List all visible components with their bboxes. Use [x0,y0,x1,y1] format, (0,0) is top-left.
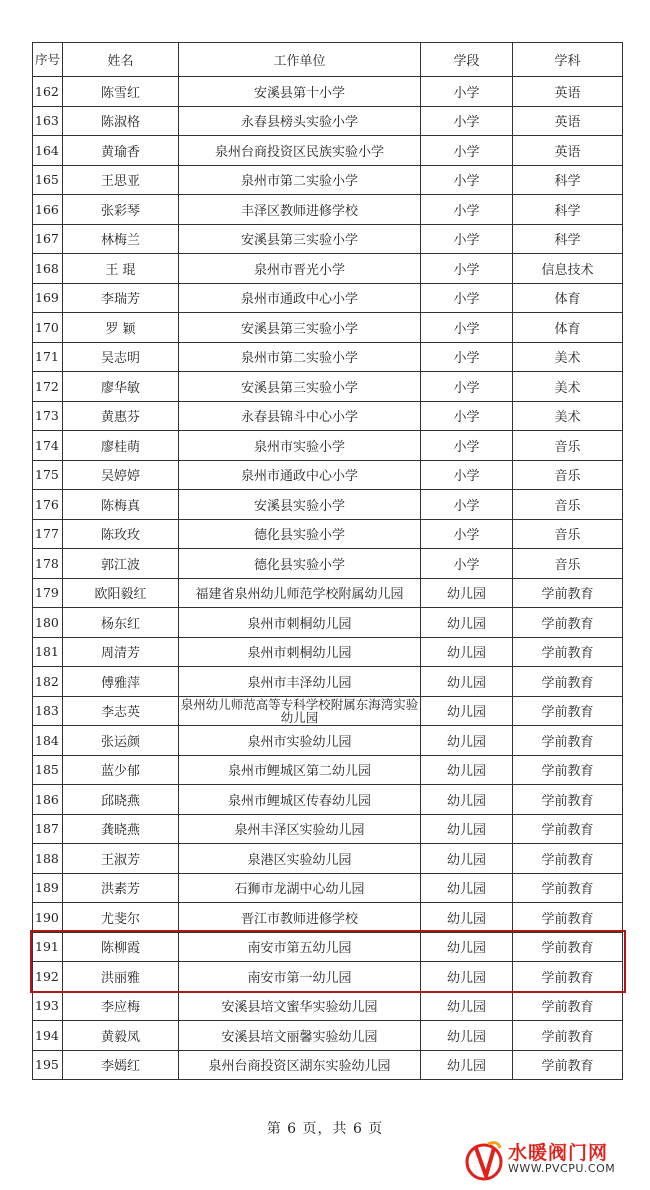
cell-unit: 泉州幼儿师范高等专科学校附属东海湾实验幼儿园 [179,696,421,726]
teacher-roster-table [32,42,623,1080]
cell-stage: 幼儿园 [421,844,513,874]
cell-subject: 学前教育 [513,991,623,1021]
cell-no: 186 [33,785,63,815]
cell-unit: 泉州市刺桐幼儿园 [179,608,421,638]
cell-stage: 小学 [421,77,513,107]
cell-no: 177 [33,519,63,549]
cell-no: 171 [33,342,63,372]
cell-subject: 学前教育 [513,637,623,667]
cell-unit: 安溪县第十小学 [179,77,421,107]
cell-name: 杨东红 [63,608,179,638]
cell-subject: 音乐 [513,431,623,461]
table-row [33,342,623,372]
cell-subject: 学前教育 [513,873,623,903]
cell-no: 178 [33,549,63,579]
table-row [33,224,623,254]
cell-stage: 幼儿园 [421,932,513,962]
cell-stage: 幼儿园 [421,755,513,785]
cell-no: 195 [33,1050,63,1080]
table-row [33,903,623,933]
cell-subject: 音乐 [513,519,623,549]
cell-subject: 音乐 [513,490,623,520]
table-row [33,165,623,195]
table-row [33,490,623,520]
cell-stage: 小学 [421,490,513,520]
table-row [33,1050,623,1080]
cell-unit: 安溪县第三实验小学 [179,313,421,343]
cell-unit: 石狮市龙湖中心幼儿园 [179,873,421,903]
cell-unit: 泉州丰泽区实验幼儿园 [179,814,421,844]
cell-no: 194 [33,1021,63,1051]
cell-no: 162 [33,77,63,107]
table-row [33,519,623,549]
cell-unit: 安溪县第三实验小学 [179,224,421,254]
table-row [33,136,623,166]
table-row [33,785,623,815]
cell-subject: 美术 [513,342,623,372]
cell-no: 168 [33,254,63,284]
cell-name: 龚晓燕 [63,814,179,844]
cell-unit: 南安市第五幼儿园 [179,932,421,962]
table-row [33,77,623,107]
cell-name: 蓝少郁 [63,755,179,785]
cell-no: 193 [33,991,63,1021]
header-stage: 学段 [421,43,513,77]
cell-stage: 小学 [421,431,513,461]
cell-unit: 晋江市教师进修学校 [179,903,421,933]
cell-unit: 永春县榜头实验小学 [179,106,421,136]
cell-subject: 信息技术 [513,254,623,284]
cell-unit: 泉州市第二实验小学 [179,165,421,195]
cell-name: 廖桂萌 [63,431,179,461]
table-row [33,726,623,756]
cell-name: 王思亚 [63,165,179,195]
page-footer: 第 6 页，共 6 页 [266,1121,384,1137]
table-row [33,283,623,313]
cell-unit: 泉州市第二实验小学 [179,342,421,372]
cell-name: 张运颜 [63,726,179,756]
cell-name: 李瑞芳 [63,283,179,313]
cell-name: 王 琨 [63,254,179,284]
table-row [33,991,623,1021]
cell-no: 187 [33,814,63,844]
table-header-row [33,43,623,77]
cell-subject: 英语 [513,77,623,107]
cell-unit: 泉州台商投资区民族实验小学 [179,136,421,166]
cell-no: 164 [33,136,63,166]
table-row [33,431,623,461]
cell-name: 陈梅真 [63,490,179,520]
table-row [33,962,623,992]
cell-stage: 幼儿园 [421,578,513,608]
cell-no: 191 [33,932,63,962]
cell-unit: 泉州台商投资区湖东实验幼儿园 [179,1050,421,1080]
cell-stage: 小学 [421,519,513,549]
cell-unit: 泉州市实验幼儿园 [179,726,421,756]
cell-no: 165 [33,165,63,195]
cell-name: 洪素芳 [63,873,179,903]
cell-subject: 美术 [513,401,623,431]
cell-subject: 学前教育 [513,785,623,815]
table-row [33,755,623,785]
watermark [462,1138,642,1182]
cell-stage: 小学 [421,372,513,402]
watermark-logo-icon [464,1138,504,1182]
cell-unit: 泉州市丰泽幼儿园 [179,667,421,697]
cell-stage: 幼儿园 [421,667,513,697]
cell-unit: 泉州市鲤城区第二幼儿园 [179,755,421,785]
cell-name: 郭江波 [63,549,179,579]
cell-no: 192 [33,962,63,992]
cell-no: 179 [33,578,63,608]
cell-subject: 学前教育 [513,903,623,933]
cell-no: 182 [33,667,63,697]
cell-subject: 学前教育 [513,578,623,608]
watermark-brand: 水暖阀门网 [508,1142,609,1164]
table-row [33,313,623,343]
table-row [33,460,623,490]
cell-name: 洪丽雅 [63,962,179,992]
cell-no: 190 [33,903,63,933]
cell-unit: 德化县实验小学 [179,549,421,579]
cell-stage: 幼儿园 [421,991,513,1021]
cell-stage: 幼儿园 [421,1021,513,1051]
cell-name: 吴婷婷 [63,460,179,490]
table-body [33,77,623,1080]
cell-stage: 幼儿园 [421,726,513,756]
cell-stage: 小学 [421,313,513,343]
cell-subject: 学前教育 [513,726,623,756]
cell-subject: 科学 [513,165,623,195]
cell-unit: 福建省泉州幼儿师范学校附属幼儿园 [179,578,421,608]
cell-subject: 科学 [513,195,623,225]
cell-subject: 学前教育 [513,1050,623,1080]
cell-subject: 学前教育 [513,962,623,992]
cell-unit: 德化县实验小学 [179,519,421,549]
cell-unit: 泉州市通政中心小学 [179,460,421,490]
cell-subject: 学前教育 [513,844,623,874]
cell-name: 周清芳 [63,637,179,667]
cell-stage: 幼儿园 [421,696,513,726]
cell-name: 李志英 [63,696,179,726]
table-row [33,578,623,608]
table-row [33,195,623,225]
cell-unit: 泉州市实验小学 [179,431,421,461]
cell-subject: 英语 [513,106,623,136]
cell-name: 陈玫玫 [63,519,179,549]
cell-subject: 学前教育 [513,667,623,697]
cell-name: 黄毅凤 [63,1021,179,1051]
cell-name: 尤斐尔 [63,903,179,933]
cell-stage: 小学 [421,195,513,225]
cell-name: 傅雅萍 [63,667,179,697]
table-row [33,844,623,874]
cell-unit: 泉州市通政中心小学 [179,283,421,313]
cell-no: 169 [33,283,63,313]
cell-subject: 学前教育 [513,1021,623,1051]
header-name: 姓名 [63,43,179,77]
cell-no: 173 [33,401,63,431]
table-row [33,254,623,284]
cell-name: 陈淑格 [63,106,179,136]
cell-unit: 安溪县第三实验小学 [179,372,421,402]
cell-unit: 南安市第一幼儿园 [179,962,421,992]
cell-subject: 体育 [513,313,623,343]
cell-no: 189 [33,873,63,903]
cell-subject: 科学 [513,224,623,254]
cell-name: 吴志明 [63,342,179,372]
table-row [33,608,623,638]
cell-subject: 音乐 [513,549,623,579]
cell-subject: 美术 [513,372,623,402]
cell-no: 175 [33,460,63,490]
cell-unit: 泉港区实验幼儿园 [179,844,421,874]
cell-subject: 体育 [513,283,623,313]
cell-unit: 安溪县培文丽馨实验幼儿园 [179,1021,421,1051]
cell-stage: 小学 [421,136,513,166]
cell-unit: 安溪县培文蜜华实验幼儿园 [179,991,421,1021]
cell-name: 李嫣红 [63,1050,179,1080]
cell-name: 邱晓燕 [63,785,179,815]
cell-stage: 小学 [421,106,513,136]
table-row [33,1021,623,1051]
cell-stage: 小学 [421,283,513,313]
cell-name: 陈雪红 [63,77,179,107]
cell-subject: 学前教育 [513,814,623,844]
header-no: 序号 [33,43,63,77]
header-unit: 工作单位 [179,43,421,77]
cell-stage: 幼儿园 [421,903,513,933]
cell-stage: 幼儿园 [421,1050,513,1080]
table-row [33,372,623,402]
cell-no: 163 [33,106,63,136]
cell-name: 王淑芳 [63,844,179,874]
watermark-url: WWW.PVCPU.COM [508,1162,616,1175]
cell-unit: 泉州市晋光小学 [179,254,421,284]
cell-subject: 学前教育 [513,608,623,638]
cell-unit: 丰泽区教师进修学校 [179,195,421,225]
cell-no: 188 [33,844,63,874]
cell-stage: 小学 [421,549,513,579]
cell-unit: 泉州市鲤城区传春幼儿园 [179,785,421,815]
table-row [33,401,623,431]
cell-stage: 幼儿园 [421,962,513,992]
header-subject: 学科 [513,43,623,77]
cell-no: 184 [33,726,63,756]
table-row [33,696,623,726]
table-row [33,637,623,667]
cell-stage: 小学 [421,165,513,195]
cell-stage: 小学 [421,224,513,254]
cell-subject: 学前教育 [513,932,623,962]
cell-subject: 学前教育 [513,755,623,785]
cell-name: 李应梅 [63,991,179,1021]
cell-no: 170 [33,313,63,343]
cell-stage: 小学 [421,254,513,284]
table-row [33,106,623,136]
cell-subject: 音乐 [513,460,623,490]
cell-no: 167 [33,224,63,254]
cell-stage: 小学 [421,401,513,431]
table-row [33,932,623,962]
cell-no: 166 [33,195,63,225]
table-row [33,549,623,579]
cell-stage: 幼儿园 [421,608,513,638]
cell-name: 张彩琴 [63,195,179,225]
cell-stage: 小学 [421,460,513,490]
cell-unit: 泉州市刺桐幼儿园 [179,637,421,667]
cell-name: 黄瑜香 [63,136,179,166]
cell-stage: 幼儿园 [421,873,513,903]
cell-stage: 幼儿园 [421,814,513,844]
cell-name: 廖华敏 [63,372,179,402]
table-row [33,814,623,844]
cell-name: 罗 颖 [63,313,179,343]
cell-no: 176 [33,490,63,520]
table-row [33,667,623,697]
cell-no: 183 [33,696,63,726]
cell-subject: 英语 [513,136,623,166]
cell-stage: 小学 [421,342,513,372]
cell-no: 172 [33,372,63,402]
cell-no: 174 [33,431,63,461]
cell-unit: 安溪县实验小学 [179,490,421,520]
cell-name: 黄惠芬 [63,401,179,431]
cell-no: 181 [33,637,63,667]
cell-no: 180 [33,608,63,638]
cell-name: 欧阳毅红 [63,578,179,608]
cell-stage: 幼儿园 [421,637,513,667]
cell-unit: 永春县锦斗中心小学 [179,401,421,431]
table-row [33,873,623,903]
cell-name: 林梅兰 [63,224,179,254]
cell-stage: 幼儿园 [421,785,513,815]
cell-name: 陈柳霞 [63,932,179,962]
cell-no: 185 [33,755,63,785]
cell-subject: 学前教育 [513,696,623,726]
